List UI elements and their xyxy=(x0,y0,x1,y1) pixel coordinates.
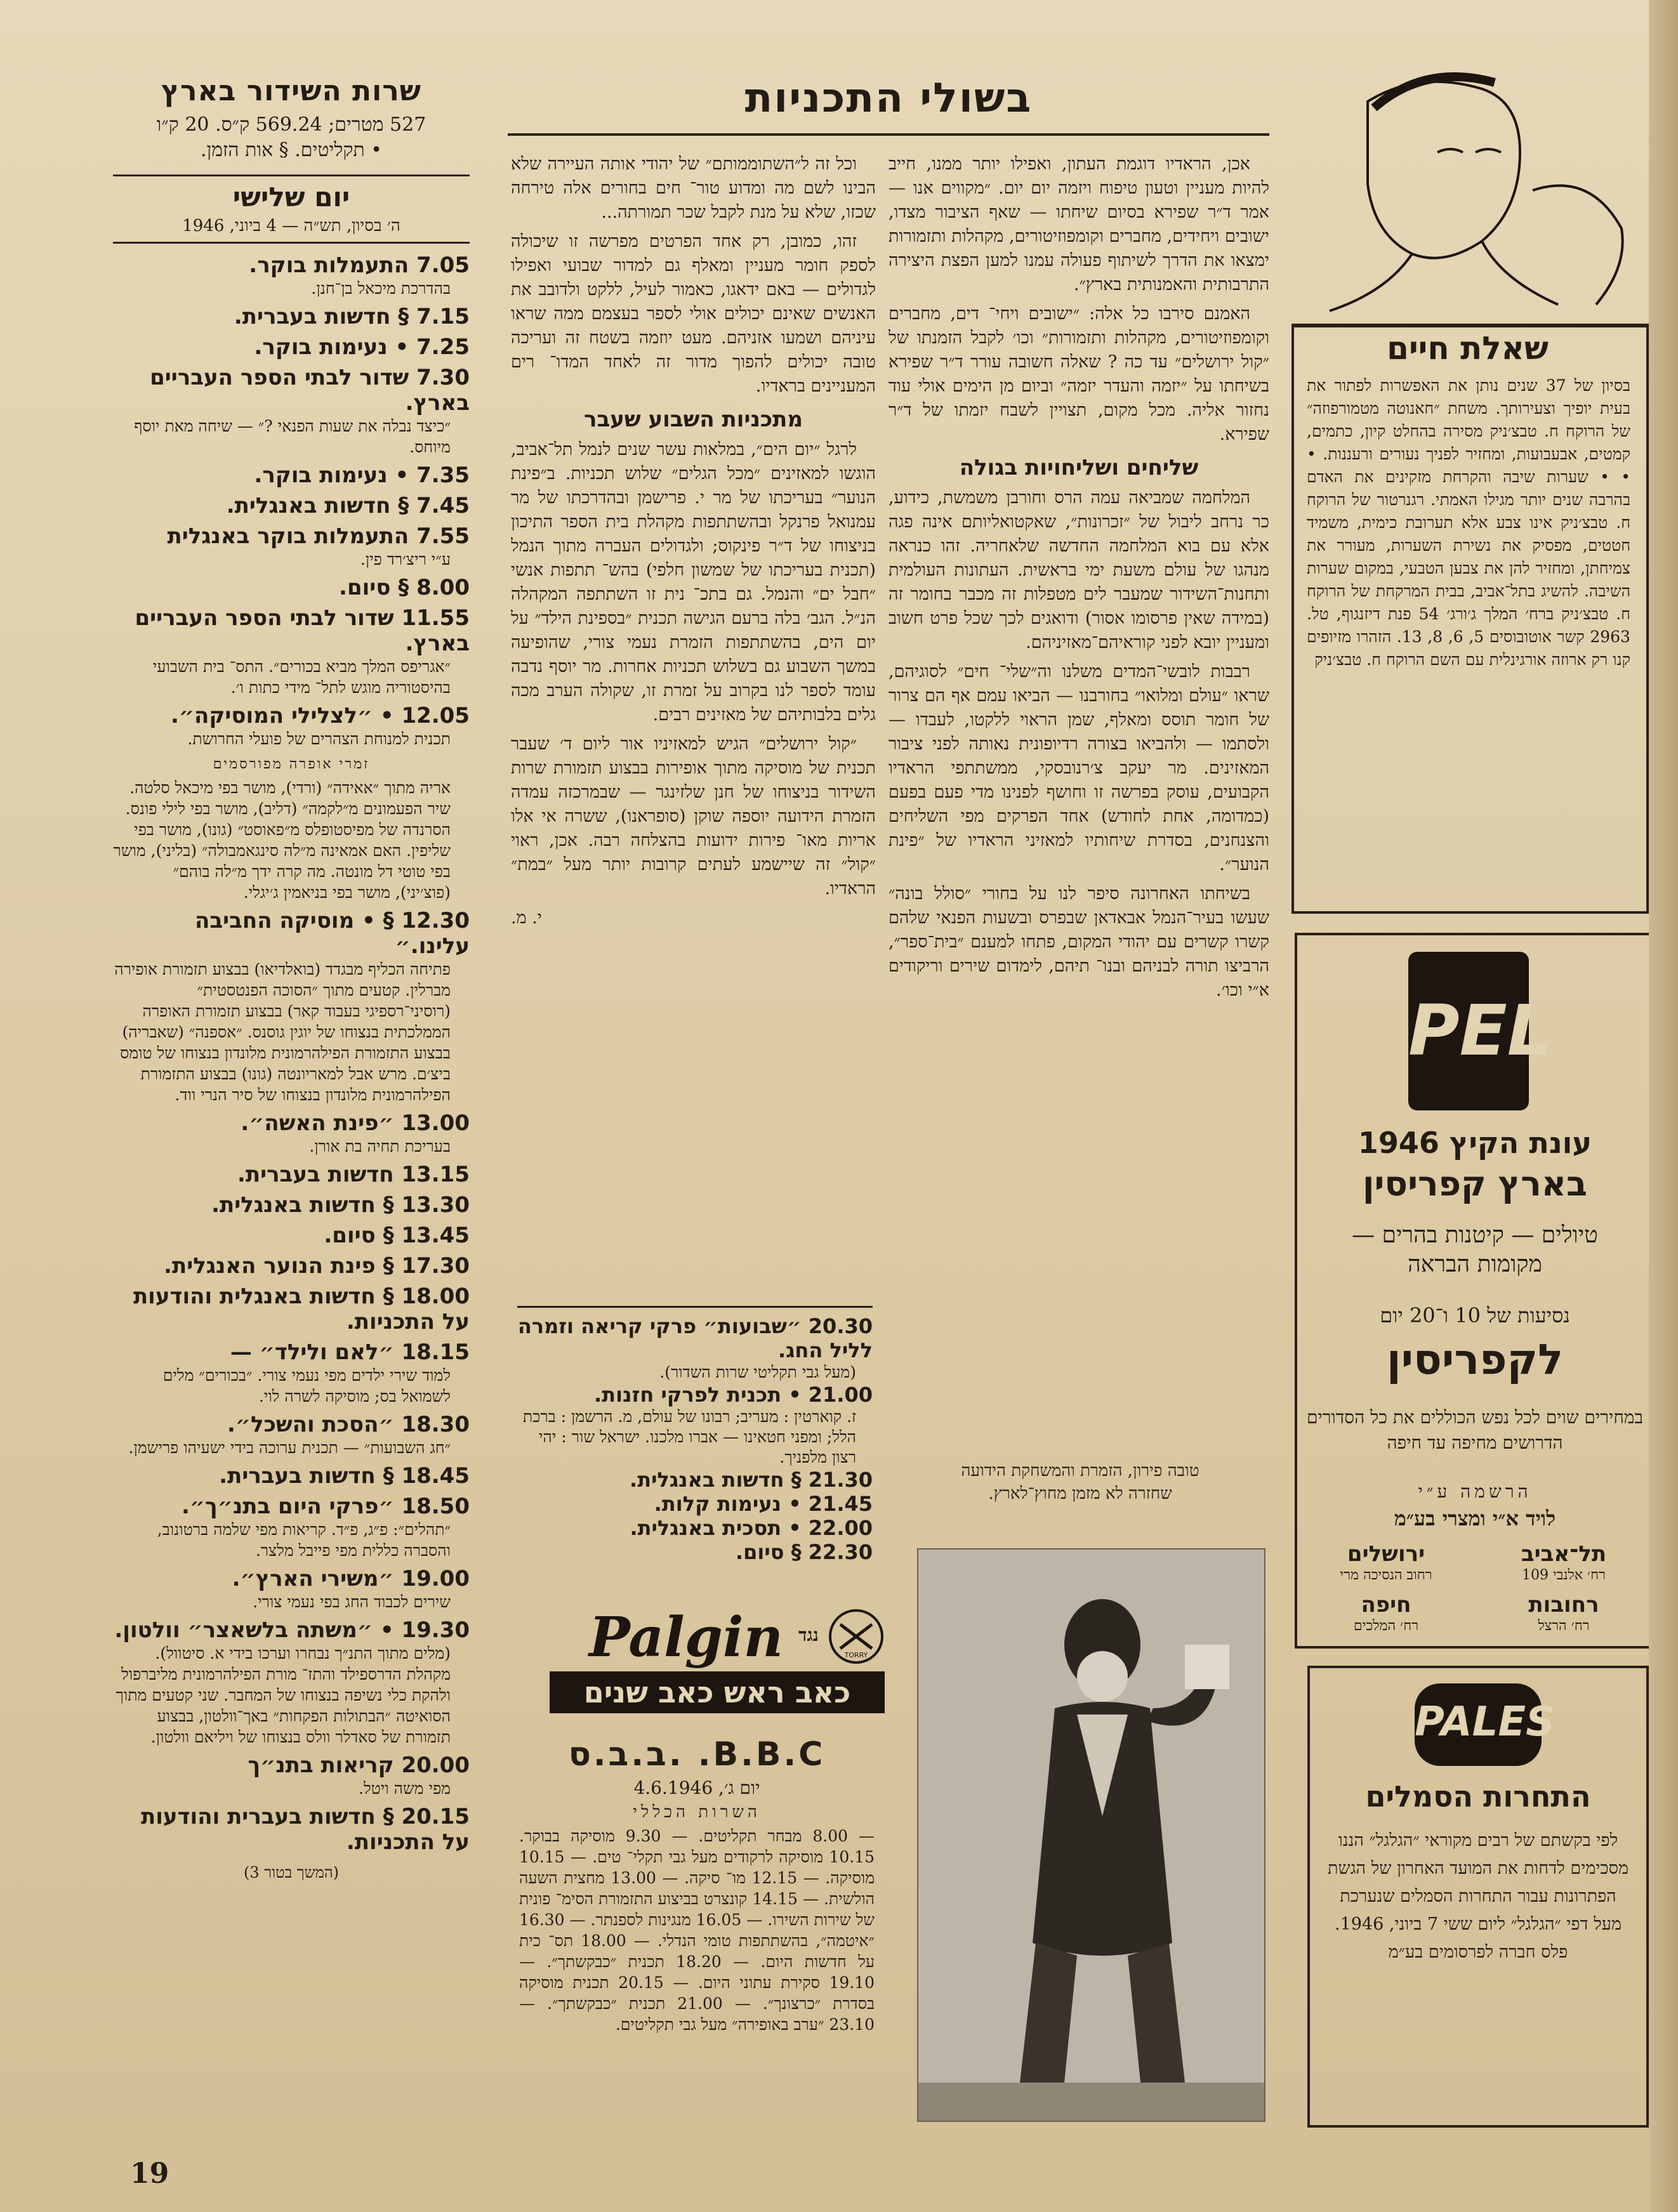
evening-schedule xyxy=(517,1306,873,1606)
schedule-entry xyxy=(113,523,470,570)
schedule-entry xyxy=(113,575,470,600)
pel-line-5: לקפריסין xyxy=(1386,1335,1564,1384)
schedule-entry xyxy=(113,1284,470,1334)
schedule-entry xyxy=(113,1804,470,1855)
bbc-body: — 8.00 מבחר תקליטים. — 9.30 מוסיקה בבוקר. 10.15 מוסיקה לרקודים מעל גבי תקלי־ טים. — 10.15 מוסיקה. — 12.15 מו־ סיקה. — 13.00 מחצית השעה הולשית. — 14.15 קונצרט בביצוע התזמורת הסימ־ פונית של שירות השירו. — 16.05 מנגינות לספנתר. — 16.30 ״איטמה״, בהשתתפות טומי הנדלי. — 18.00 תס־ כית על חדשות היום. — 18.20 תכנית ״כבקשתך״. — 19.10 סקירת עתוני היום. — 20.15 תכנית מוסיקה בסדרת ״כרצונך״. — 21.00 תכנית ״כבקשתך״. — 23.10 ״ערב באופירה״ מעל גבי תקליטים. xyxy=(519,1827,875,2034)
bbc-title: B.B.C. .ב.ב.ס xyxy=(568,1735,826,1774)
title-rule xyxy=(508,133,1269,136)
portrait-sketch-icon xyxy=(1292,63,1647,324)
schedule-entry-description: ע״י ריצ׳רד פין. xyxy=(360,550,451,569)
pel-city-1 xyxy=(1481,1541,1646,1583)
article-paragraph: אכן, הראדיו דוגמת העתון, ואפילו יותר ממנו, חייב להיות מעניין וטעון טיפוח ויזמה יום יום. ״מקווים אנו — אמר ד״ר שפירא בסיום שיחתו — שאף הציבור מצדו, ישובים ויחידים, מחברים וקומפוזיטורים, מקהלות ותזמורות ימצאו את הדרך לשיתוף פעולה עמנו למען הפצת היצירה התרבותית והאמנותית בארץ״. xyxy=(889,154,1269,294)
bbc-date: יום ג׳, 4.6.1946 xyxy=(633,1777,760,1798)
schedule-entry xyxy=(113,1192,470,1218)
schedule-section-label: זמרי אופרה מפורסמים xyxy=(213,756,370,772)
schedule-entry-time-title: 17.30 § פינת הנוער האנגלית. xyxy=(164,1253,470,1279)
article-2-subhead: מתכניות השבוע שעבר xyxy=(584,407,803,432)
schedule-entry-description: פתיחה הכליף מבגדד (בואלדיאו) בבצוע תזמורת אופירה מברלין. קטעים מתוך ״הסוכה הפנטסטית״ (רוסיני־רספיגי בעבוד קאר) בבצוע תזמורת האופרה הממלכתית בנצוחו של יוגין גוסנס. ״אספנה״ (שאבריה) בבצוע התזמורת הפילהרמונית מלונדון בנצוחו של טומס ביצ׳ם. מרש אבל למאריונטה (גונו) בבצוע התזמורת הפילהרמונית מלונדון בנצוחו של סיר הנרי ווד. xyxy=(114,960,451,1104)
schedule-entry xyxy=(113,1412,470,1458)
article-column-1 xyxy=(889,152,1269,1168)
schedule-entry xyxy=(113,1494,470,1561)
pel-logo-text: PEL xyxy=(1408,990,1552,1071)
pel-line-3b: מקומות הבראה xyxy=(1408,1251,1542,1277)
pel-city-3-addr: רח׳ הרצל xyxy=(1538,1618,1590,1634)
article-paragraph: רבבות לובשי־המדים משלנו וה״שלי־ חים״ לסוגיהם, שראו ״עולם ומלואו״ בחורבנו — הביאו עמם אף הם צרור של חומר תוסס ומאלף, שמן הראוי ללקטו, לעבדו — ולסתמו — ולהביאו בצורה רדיופונית נאותה לפני ציבור המאזינים. מר יעקב צ׳רנובסקי, ממשתתפי הראדיו הקבועים, עוסק בפרשה זו וחושף לפנינו מדי פעם בפעם (כמדומה, אחת לחודש) אחד הפרקים מפי השליחים והצנחנים, בסדרת שיחותיו למאזיני הראדיו של ״פינת הנוער״. xyxy=(889,662,1269,874)
palgin-slogan: כאב ראש כאב שנים xyxy=(550,1671,885,1713)
schedule-entry xyxy=(113,777,470,903)
schedule-entry-description: ״אגריפס המלך מביא בכורים״. התס־ בית השבועי בהיסטוריה מוגש לתל־ מידי כתות ו׳. xyxy=(152,657,451,697)
contest-heading: התחרות הסמלים xyxy=(1365,1779,1591,1814)
evening-entry-title: 22.30 § סיום. xyxy=(735,1540,873,1564)
article-paragraph: וכל זה ל״השתוממותם״ של יהודי אותה העיירה שלא הבינו לשם מה ומדוע טור־ חים בחורים אלה טירחה שכזו, שלא על מנת לקבל שכר תמורתה... xyxy=(511,154,876,222)
singer-photo-graphic xyxy=(918,1550,1264,2121)
schedule-entry xyxy=(113,334,470,360)
article-paragraph: המלחמה שמביאה עמה הרס וחורבן משמשת, כידוע, כר נרחב ליבול של ״זכרונות״, שאקטואליותם אינה פגה אלא עם בוא המלחמה החדשה שלאחריה. זהו כנראה מנהגו של עולם משעת ימי בראשית. העתונות העולמית ותחנות־השידור שמעבר לים מטפלות זה מכבר בחומר זה (במידה שאין פרסומו אסור) ודואגים לכך שכל פרט חשוב ומעניין יובא לפני קוראיהם־מאזיניהם. xyxy=(889,488,1269,652)
pel-city-4-name: חיפה xyxy=(1361,1592,1411,1617)
page-number: 19 xyxy=(130,2157,169,2190)
schedule-entry xyxy=(113,463,470,488)
article-column-2 xyxy=(511,152,876,1294)
schedule-entry xyxy=(113,304,470,329)
palgin-seal-icon xyxy=(829,1609,883,1664)
article-1-subhead: שליחים ושליחויות בגולה xyxy=(959,455,1199,480)
schedule-entry xyxy=(113,1753,470,1799)
singer-photo xyxy=(917,1548,1265,2122)
pel-line-3a: טיולים — קיטנות בהרים — xyxy=(1352,1222,1598,1248)
schedule-entry xyxy=(113,1617,470,1748)
symbols-contest-ad xyxy=(1307,1666,1649,2128)
palgin-seal-text: TORRY xyxy=(844,1651,868,1659)
evening-entry-title: 20.30 ״שבועות״ פרקי קריאה וזמרה לליל החג. xyxy=(517,1314,873,1362)
article-paragraph: זהו, כמובן, רק אחד הפרטים מפרשה זו שיכולה לספק חומר מעניין ומאלף גם למדור שבועי ואפילו לגדולים — באם ידאגו, כאמור לעיל, ללקט ולדובב את האנשים שאינם יכולים אולי לספר בעצמם ממה שראו עיניהם ושמעו אזניהם. מעט יוזמה בשטח זה ועריכה טובה יכולים להפוך מדור זה לאחד המדו־ רים המעניינים בראדיו. xyxy=(511,232,876,396)
pel-logo xyxy=(1408,952,1552,1110)
cosmetics-ad xyxy=(1292,63,1647,914)
photo-caption xyxy=(896,1459,1264,1536)
broadcast-schedule-column xyxy=(113,75,470,2118)
schedule-entry-time-title: 18.15 ״לאם ולילד״ — xyxy=(230,1340,470,1365)
frequency-line-2: • תקליטים. § אות הזמן. xyxy=(201,139,382,161)
pel-city-2 xyxy=(1304,1541,1469,1583)
page-fold-shadow xyxy=(1649,0,1678,2212)
pel-city-1-name: תל־אביב xyxy=(1521,1541,1607,1567)
schedule-entry xyxy=(113,1110,470,1157)
schedule-title: שרות השידור בארץ xyxy=(161,75,422,107)
photo-caption-line-2: שחזרה לא מזמן מחוץ־לארץ. xyxy=(988,1484,1172,1503)
article-2-paragraphs-2 xyxy=(511,438,876,901)
schedule-entry xyxy=(113,365,470,458)
evening-entry-title: 21.45 • נעימות קלות. xyxy=(654,1492,873,1516)
schedule-entry-time-title: 19.00 ״משירי הארץ״. xyxy=(232,1566,470,1591)
schedule-entry-description: בעריכת תחיה בת אורן. xyxy=(309,1137,451,1155)
schedule-entry-time-title: 13.00 ״פינת האשה״. xyxy=(241,1110,470,1136)
evening-entry-title: 21.00 • תכנית לפרקי חזנות. xyxy=(594,1383,873,1407)
schedule-day: יום שלישי xyxy=(232,181,350,213)
schedule-entry-time-title: 7.35 • נעימות בוקר. xyxy=(254,463,470,488)
schedule-entry xyxy=(113,1253,470,1279)
schedule-entry-time-title: 12.30 § • מוסיקה החביבה עלינו.״ xyxy=(195,908,470,959)
schedule-entry-description: ״כיצד נבלה את שעות הפנאי ?״ — שיחה מאת יוסף מיוחס. xyxy=(134,417,451,456)
article-paragraph: בשיחתו האחרונה סיפר לנו על בחורי ״סולל בונה״ שעשו בעיר־הנמל אבאדאן שבפרס ובשעות הפנאי שלהם קשרו קשרים עם יהודי המקום, פתחו למענם ״בית־ספר״, הרביצו תורה לבניהם ובנו־ תיהם, לימדום שירים וריקודים א״י וכו׳. xyxy=(889,884,1269,1000)
palgin-seal-graphic xyxy=(831,1612,881,1661)
pales-logo-text: PALES xyxy=(1415,1699,1556,1746)
schedule-entry-time-title: 18.50 ״פרקי היום בתנ״ך״. xyxy=(182,1494,470,1519)
pel-line-4: נסיעות של 10 ו־20 יום xyxy=(1380,1303,1570,1327)
schedule-entry-description: שירים לכבוד החג בפי נעמי צורי. xyxy=(253,1593,451,1611)
schedule-entry-description: אריה מתוך ״אאידה״ (ורדי), מושר בפי מיכאל סלטה. שיר הפעמונים מ״לקמה״ (דליב), מושר בפי לילי פונס. הסרנדה של מפיסטופלס מ״פאוסט״ (גונו), מושר בפי שליפין. האם אמאינה מ״לה סינגאמבולה״ (בליני), מושר בפי טוטי דל מונטה. מה קרה ידך מ״לה בוהם״ (פוצ׳יני), מושר בפי בניאמין ג׳יגלי. xyxy=(113,779,451,902)
schedule-entry-time-title: 13.45 § סיום. xyxy=(324,1223,470,1248)
article-paragraph: ״קול ירושלים״ הגיש למאזיניו אור ליום ד׳ שעבר תכנית של מוסיקה מתוך אופירות בבצוע תזמורת שרות השידור בניצוחו של חנן שלזינגר — שבמרכזה עמדה הזמרת הידועה יוספה שוקן (סופראנו), ששרה אי אלו אריות מאו־ פירות ידועות בהצלחה רבה. אכן, ראוי ״קול״ זה שיישמע לעתים קרובות יותר מעל ״במת״ הראדיו. xyxy=(511,734,876,899)
article-1-paragraphs xyxy=(889,152,1269,447)
schedule-entry xyxy=(113,605,470,698)
cyprus-travel-ad xyxy=(1295,933,1655,1649)
palgin-sub: נגד xyxy=(798,1624,819,1645)
photo-caption-line-1: טובה פירון, הזמרת והמשחקת הידועה xyxy=(961,1461,1199,1480)
pel-line-8: לויד א״י ומצרי בע״מ xyxy=(1394,1506,1556,1531)
pel-city-1-addr: רח׳ אלנבי 109 xyxy=(1522,1567,1606,1583)
schedule-entry-time-title: 20.15 § חדשות בעברית והודעות על התכניות. xyxy=(141,1804,470,1855)
pel-city-3-name: רחובות xyxy=(1528,1592,1599,1617)
pel-line-2: בארץ קפריסין xyxy=(1362,1164,1588,1204)
pales-logo xyxy=(1415,1683,1556,1766)
evening-entry-title: 22.00 • תסכית באנגלית. xyxy=(630,1516,873,1540)
schedule-entry xyxy=(113,703,470,772)
schedule-entry-description: תכנית למנוחת הצהרים של פועלי החרושת. xyxy=(187,730,451,748)
schedule-entry-time-title: 19.30 • ״משתה בלשאצר״ וולטון. xyxy=(114,1617,470,1643)
bbc-schedule xyxy=(519,1735,875,2129)
evening-entry-title: 21.30 § חדשות באנגלית. xyxy=(630,1468,873,1492)
schedule-entry xyxy=(113,1566,470,1612)
schedule-frequency xyxy=(113,112,470,163)
pel-city-2-name: ירושלים xyxy=(1347,1541,1425,1567)
schedule-entry xyxy=(113,1463,470,1489)
schedule-entry xyxy=(113,908,470,1105)
schedule-list xyxy=(113,253,470,1855)
frequency-line-1: 527 מטרים; 569.24 ק״ס. 20 ק״ו xyxy=(156,114,426,136)
pel-line-1: עונת הקיץ 1946 xyxy=(1358,1126,1592,1160)
pel-city-4-addr: רח׳ המלכים xyxy=(1353,1618,1419,1634)
schedule-entry xyxy=(113,1223,470,1248)
schedule-entry-time-title: 18.00 § חדשות באנגלית והודעות על התכניות. xyxy=(133,1284,470,1334)
pel-city-2-addr: רחוב הנסיכה מרי xyxy=(1340,1567,1432,1583)
pel-line-7: הרשמה ע״י xyxy=(1418,1481,1532,1502)
evening-entry-description: (מעל גבי תקליטי שרות השדור). xyxy=(659,1363,856,1381)
schedule-entry-time-title: 7.30 שדור לבתי הספר העבריים בארץ. xyxy=(150,365,470,416)
schedule-entry xyxy=(113,493,470,518)
schedule-entry-description: (מלים מתוך התנ״ך נבחרו וערכו בידי א. סיטוול). מקהלת הדרספילד והתז־ מורת הפילהרמונית מליברפול ולהקת כלי נשיפה בנצוחו של המחבר. שני קטעים מתוך הסואיטה ״הבתולות הפקחות״ באך־וולטון, בבצוע תזמורת של סאדלר וולס בנצוחו של ויליאם וולטון. xyxy=(116,1644,451,1746)
bbc-header: השרות הכללי xyxy=(633,1803,761,1822)
article-1-paragraphs-2 xyxy=(889,486,1269,1003)
article-2-paragraphs xyxy=(511,152,876,398)
schedule-entry-time-title: 11.55 שדור לבתי הספר העבריים בארץ. xyxy=(135,605,470,656)
schedule-entry-time-title: 8.00 § סיום. xyxy=(339,575,470,600)
contest-text: לפי בקשתם של רבים מקוראי ״הגלגל״ הננו מסכימים לדחות את המועד האחרון של הגשת הפתרונות עבור התחרות הסמלים שנערכת מעל דפי ״הגלגל״ ליום ששי 7 ביוני, 1946. פלס חברה לפרסומים בע״מ xyxy=(1328,1831,1628,1962)
schedule-entry-time-title: 7.25 • נעימות בוקר. xyxy=(254,334,470,360)
page-title: בשולי התכניות xyxy=(744,75,1033,122)
schedule-entry-time-title: 18.30 ״הסכת והשכל״. xyxy=(227,1412,470,1437)
article-paragraph: לרגל ״יום הים״, במלאות עשר שנים לנמל תל־אביב, הוגשו למאזינים ״מכל הגלים״ שלוש תכניות. ב״פינת הנוער״ בעריכתו של מר י. פרישמן ובהדרכתו של מר עמנואל פרנקל ובהשתתפות מקהלת בית הספר התיכון בניצוחו של ד״ר פינקוס; ולגדולים העברה מתוך הנמל (תכנית בעריכתו של שמשון חלפי) בהש־ תתפות אנשי ״חבל ים״ והנמל. גם בתכ־ נית זו השתתפה המקהלה הנ״ל. הגב׳ בלה ברעם הגישה תכנית ״בספינת הילד״ על יום הים, בהשתתפות הזמרת נעמי צורי, שהופיעה במשך השבוע גם בשלוש תכניות אחרות. מר יוסף נדבה עומד לספר לנו בקרוב על זמרת זו, שקולה הערב מכה גלים בלבותיהם של מאזינים רבים. xyxy=(511,440,876,725)
schedule-entry-time-title: 7.15 § חדשות בעברית. xyxy=(234,304,470,329)
article-paragraph: האמנם סירבו כל אלה: ״ישובים ויחי־ דים, מחברים וקומפוזיטורים, מקהלות ותזמורות״ וכו׳ לקבל הזמנתו של ״קול ירושלים״ עד כה ? שאלה חשובה עורר ד״ר שפירא בשיחתו על ״יזמה והעדר יזמה״ וביום מן הימים אולי עוד נחזור אליה. מכל מקום, תצויין לשבח יזמתו של ד״ר שפירא. xyxy=(889,304,1269,444)
schedule-entry xyxy=(113,1162,470,1187)
schedule-entry-description: מפי משה ויטל. xyxy=(359,1779,451,1798)
cosmetics-ad-heading: שאלת חיים xyxy=(1387,330,1549,367)
cosmetics-ad-text: בסיון של 37 שנים נותן את האפשרות לפתור את בעית יופיך וצעירותך. משחת ״חאנוטה מטמורפוזה״ של הרוקח ח. טבצ׳ניק מסירה בהחלט קיון, כתמים, קמטים, אבעבועות, ומחזיר לפניך נעורים ורעננות. • • • שערות שיבה והקרחת מזקינים את האדם בהרבה שנים יותר מגילו האמתי. רגנרטור של הרוקח ח. טבצ׳ניק אינו צבע אלא תערובת כימית, משמיד חטטים, מפסיק את נשירת השערות, מעורר את צמיחתן, ומחזיר להן את צבען הטבעי, במקום שערות השיבה. להשיג בתל־אביב, בבית המרקחת של הרוקח ח. טבצ׳ניק ברח׳ המלך ג׳ורג׳ 54 פנת דיזנגוף, טל. 2963 קשר אוטובוסים 5, 6, 8, 13. הזהרו מזיופים קנו רק ארוזה אורגינלית עם השם הרוקח ח. טבצ׳ניק xyxy=(1307,376,1630,669)
day-box xyxy=(113,174,470,244)
schedule-entry-time-title: 20.00 קריאות בתנ״ך xyxy=(248,1753,470,1778)
schedule-date: ה׳ בסיון, תש״ה — 4 ביוני, 1946 xyxy=(182,216,400,235)
schedule-entry-time-title: 7.45 § חדשות באנגלית. xyxy=(226,493,470,518)
continuation-note: (המשך בטור 3) xyxy=(243,1864,340,1881)
schedule-entry-time-title: 18.45 § חדשות בעברית. xyxy=(219,1463,470,1489)
schedule-entry-time-title: 13.30 § חדשות באנגלית. xyxy=(211,1192,470,1218)
schedule-entry-description: בהדרכת מיכאל בן־חנן. xyxy=(311,279,451,298)
schedule-entry-description: ״תהלים״: פ״ג, פ״ד. קריאות מפי שלמה ברטונוב, והסברה כללית מפי פייבל מלצר. xyxy=(157,1520,451,1560)
schedule-entry-time-title: 7.55 התעמלות בוקר באנגלית xyxy=(167,523,470,549)
palgin-brand: Palgin xyxy=(589,1605,784,1669)
schedule-entry xyxy=(113,1340,470,1407)
schedule-entry-description: למוד שירי ילדים מפי נעמי צורי. ״בכורים״ מלים לשמואל בס; מוסיקה לשרה לוי. xyxy=(162,1366,451,1406)
schedule-entry xyxy=(113,253,470,299)
pel-city-4 xyxy=(1304,1592,1469,1634)
schedule-entry-time-title: 12.05 • ״לצלילי המוסיקה״. xyxy=(170,703,470,728)
article-signature: י. מ. xyxy=(511,908,542,928)
pel-line-6: במחירים שוים לכל נפש הכוללים את כל הסדורים הדרושים מחיפה עד חיפה xyxy=(1306,1407,1644,1453)
pel-line-3 xyxy=(1297,1221,1653,1279)
schedule-entry-time-title: 7.05 התעמלות בוקר. xyxy=(249,253,470,278)
pel-city-3 xyxy=(1481,1592,1646,1634)
palgin-ad xyxy=(545,1605,887,1720)
schedule-entry-description: ״חג השבועות״ — תכנית ערוכה בידי ישעיהו פרישמן. xyxy=(128,1438,451,1457)
evening-entry-description: ז. קוארטין : מעריב; רבונו של עולם, מ. הרשמן : ברכת הלל; ומפני חטאינו — אברו מלכנו. ישראל שור : יהי רצון מלפניך. xyxy=(522,1407,856,1466)
schedule-entry-time-title: 13.15 חדשות בעברית. xyxy=(237,1162,470,1187)
